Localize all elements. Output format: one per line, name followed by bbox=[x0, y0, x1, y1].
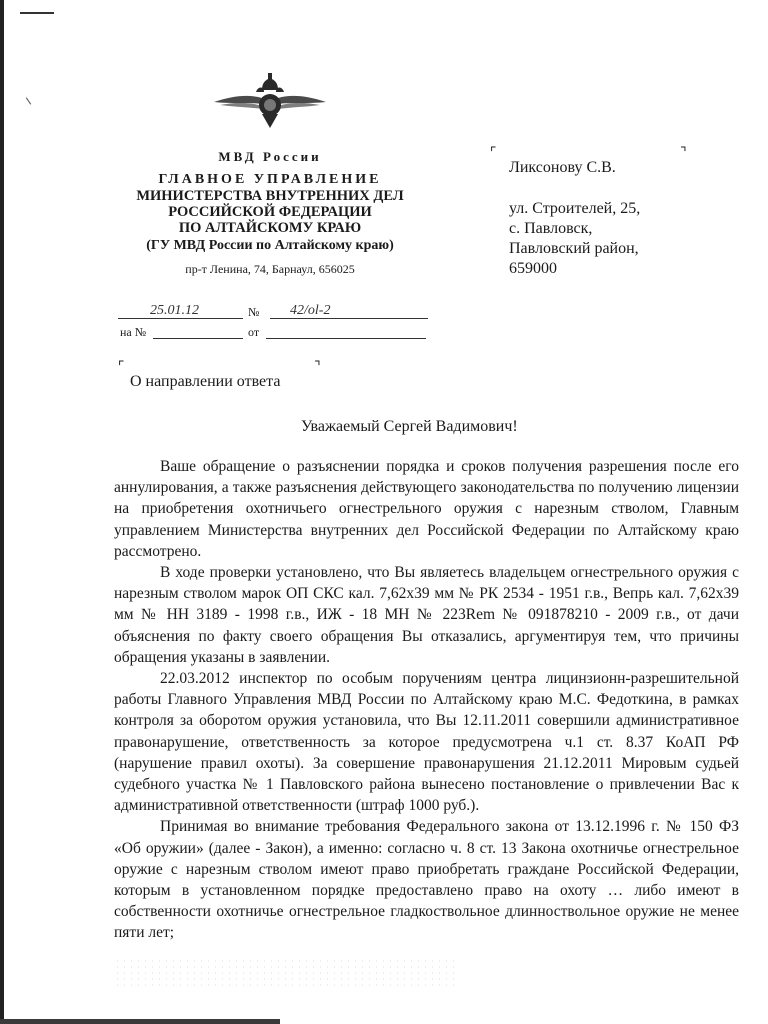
letterhead-address: пр-т Ленина, 74, Барнаул, 656025 bbox=[185, 262, 355, 276]
recipient-address-line: 659000 bbox=[509, 260, 557, 277]
scan-edge bbox=[0, 0, 4, 1024]
letterhead-line: ГЛАВНОЕ УПРАВЛЕНИЕ bbox=[158, 172, 382, 187]
letterhead-line: МИНИСТЕРСТВА ВНУТРЕННИХ ДЕЛ bbox=[136, 188, 404, 204]
letter-subject: О направлении ответа bbox=[130, 373, 281, 390]
paragraph: В ходе проверки установлено, что Вы являетесь владельцем огнестрельного оружия с нарезным стволом марок ОП СКС кал. 7,62x39 мм № РК 2534 - 1951 г.в., Вепрь кал. 7,62x39 мм № НН 3189 - 1998 г.в., ИЖ - 18 МН № 223Rem № 091878210 - 2009 г.в., от дачи объяснения по факту своего обращения Вы отказались, аргументируя тем, что причины обращения указаны в заявлении. bbox=[114, 564, 739, 666]
reference-line bbox=[118, 324, 428, 342]
paragraph: Ваше обращение о разъяснении порядка и сроков получения разрешения после его аннулирования, а также разъяснения действующего законодательства по получению лицензии на приобретения охотничьего огнестрельного оружия с нарезным стволом, Главным управлением Министерства внутренних дел Российской Федерации по Алтайскому краю рассмотрено. bbox=[114, 458, 739, 560]
letterhead-line: ПО АЛТАЙСКОМУ КРАЮ bbox=[178, 220, 362, 236]
bracket-top-right-icon: ⌝ bbox=[680, 145, 687, 161]
recipient-address-line: Павловский район, bbox=[509, 240, 639, 257]
scan-mark bbox=[20, 12, 54, 14]
recipient-address-line: с. Павловск, bbox=[509, 220, 593, 237]
greeting: Уважаемый Сергей Вадимович! bbox=[301, 418, 518, 435]
recipient-name: Ликсонову С.В. bbox=[509, 159, 616, 176]
scan-mark bbox=[26, 97, 31, 104]
bracket-top-right-icon: ⌝ bbox=[314, 359, 321, 375]
reference-underline bbox=[153, 338, 243, 339]
recipient-address-line: ул. Строителей, 25, bbox=[509, 200, 641, 217]
double-headed-eagle-emblem bbox=[212, 72, 328, 130]
bracket-top-left-icon: ⌜ bbox=[490, 145, 497, 161]
scan-edge bbox=[0, 1019, 280, 1024]
registration-date: 25.01.12 bbox=[150, 303, 199, 318]
faint-scan-noise bbox=[114, 958, 454, 988]
ministry-short-name: МВД России bbox=[218, 149, 322, 164]
letterhead-line: РОССИЙСКОЙ ФЕДЕРАЦИИ bbox=[168, 204, 372, 220]
letterhead-abbreviation: (ГУ МВД России по Алтайскому краю) bbox=[146, 238, 394, 253]
registration-line bbox=[118, 303, 428, 321]
paragraph: Принимая во внимание требования Федерального закона от 13.12.1996 г. № 150 ФЗ «Об оружии» (далее - Закон), а именно: согласно ч. 8 ст. 13 Закона охотничье огнестрельное оружие с нарезным стволом имеют право приобретать граждане Российской Федерации, которым в установленном порядке предоставлено право на охоту … либо имеют в собственности охотничье огнестрельное гладкоствольное длинноствольное оружие не менее пяти лет; bbox=[114, 818, 739, 942]
recipient-block bbox=[509, 158, 640, 279]
from-label: от bbox=[248, 325, 260, 339]
paragraph: 22.03.2012 инспектор по особым поручениям центра лицинзионн-разрешительной работы Главного Управления МВД России по Алтайскому краю М.С. Федоткина, в рамках контроля за оборотом оружия установила, что Вы 12.11.2011 совершили административное правонарушение, ответственность за которое предусмотрена ч.1 ст. 8.37 КоАП РФ (нарушение правил охоты). За совершение правонарушения 21.12.2011 Мировым судьей судебного участка № 1 Павловского района вынесено постановление о привлечении Вас к административной ответственности (штраф 1000 руб.). bbox=[114, 670, 739, 815]
registration-number: 42/ol-2 bbox=[290, 303, 331, 318]
bracket-top-left-icon: ⌜ bbox=[118, 359, 125, 375]
reference-label: на № bbox=[120, 325, 147, 339]
from-underline bbox=[266, 338, 426, 339]
number-label: № bbox=[248, 305, 260, 319]
letter-body bbox=[114, 456, 739, 944]
